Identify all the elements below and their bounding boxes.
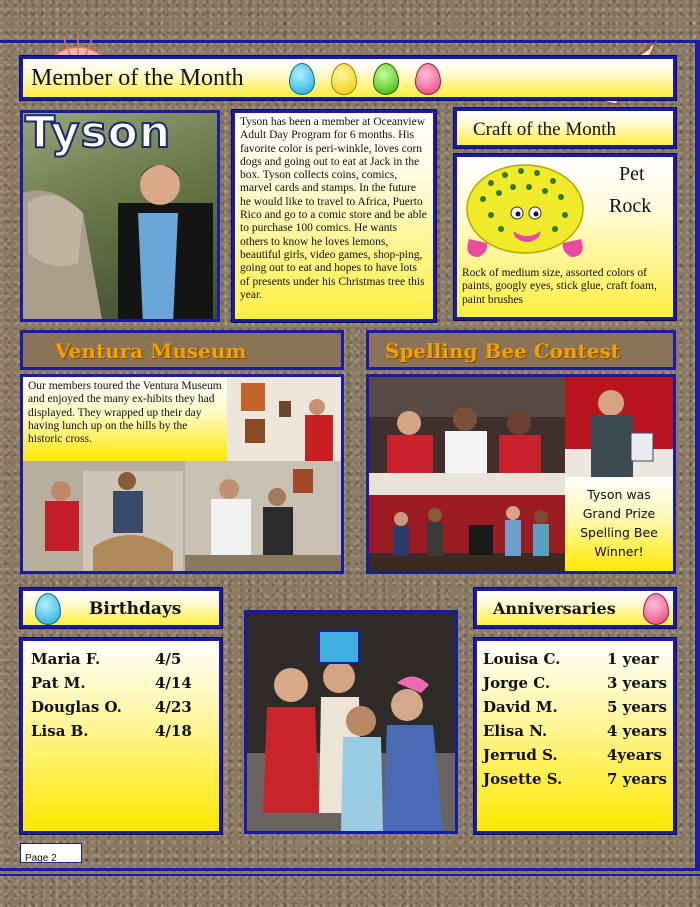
spelling-bee-caption-box xyxy=(565,477,673,571)
craft-name-line2: Rock xyxy=(609,195,652,217)
easter-egg-icon xyxy=(289,63,315,95)
header-banner xyxy=(20,56,676,100)
table-row xyxy=(483,695,667,719)
anniversary-years: 4 years xyxy=(607,722,667,740)
table-row xyxy=(31,647,192,671)
easter-egg-icon xyxy=(331,63,357,95)
group-photo xyxy=(244,610,458,834)
group-photo-illustration xyxy=(247,613,455,831)
spelling-bee-photo-stage xyxy=(369,495,565,571)
anniversaries-heading-box xyxy=(474,588,676,628)
museum-photo-exhibit-case xyxy=(23,461,185,571)
member-name-title: Tyson xyxy=(25,110,172,158)
museum-panel xyxy=(20,374,344,574)
craft-heading: Craft of the Month xyxy=(473,119,617,140)
tyson-photo xyxy=(20,110,220,322)
spelling-bee-panel xyxy=(366,374,676,574)
easter-egg-icon xyxy=(643,593,669,625)
birthday-date: 4/23 xyxy=(155,698,192,716)
table-row xyxy=(31,695,192,719)
birthdays-heading: Birthdays xyxy=(89,599,182,619)
anniversary-name: Josette S. xyxy=(483,770,563,788)
anniversary-years: 5 years xyxy=(607,698,667,716)
page-number-box xyxy=(20,843,82,863)
museum-photo-members xyxy=(185,461,341,571)
birthdays-panel xyxy=(20,638,222,834)
pet-rock-photo xyxy=(461,159,589,265)
museum-heading-box xyxy=(20,330,344,370)
bottom-rule-1 xyxy=(0,868,700,871)
birthday-name: Lisa B. xyxy=(31,722,89,740)
anniversaries-table xyxy=(483,647,667,791)
birthday-date: 4/5 xyxy=(155,650,182,668)
anniversaries-heading: Anniversaries xyxy=(493,599,616,618)
spelling-bee-photo-winner xyxy=(565,377,673,477)
member-bio-text: Tyson has been a member at Oceanview Adult Day Program for 6 months. His favorite color is peri-winkle, loves corn dogs and going out to eat at Jack in the box. Tyson collects coins, comics, marvel cards and stamps. In the future he would like to travel to Africa, Puerto Rico and go to a comic store and be able to purchase 100 comics. He wants others to know he loves lemons, beautiful girls, video games, shop-ping, going out to eat and hopes to have lots of presents under his Christmas tree this year. xyxy=(240,116,427,301)
anniversary-years: 7 years xyxy=(607,770,667,788)
anniversary-name: David M. xyxy=(483,698,558,716)
table-row xyxy=(483,767,667,791)
bottom-rule-2 xyxy=(0,874,700,876)
birthdays-heading-box xyxy=(20,588,222,628)
page-title: Member of the Month xyxy=(31,65,244,91)
birthday-name: Pat M. xyxy=(31,674,86,692)
birthday-name: Douglas O. xyxy=(31,698,122,716)
birthday-name: Maria F. xyxy=(31,650,101,668)
museum-text-box xyxy=(23,377,227,461)
craft-heading-box xyxy=(454,108,676,148)
easter-eggs-row xyxy=(289,63,457,95)
easter-egg-icon xyxy=(373,63,399,95)
table-row xyxy=(31,671,192,695)
anniversary-years: 4years xyxy=(607,746,662,764)
birthday-date: 4/18 xyxy=(155,722,192,740)
easter-egg-icon xyxy=(35,593,61,625)
birthdays-table xyxy=(31,647,192,743)
anniversary-name: Louisa C. xyxy=(483,650,561,668)
member-bio-panel xyxy=(232,110,436,322)
table-row xyxy=(483,647,667,671)
anniversary-name: Elisa N. xyxy=(483,722,548,740)
table-row xyxy=(483,743,667,767)
craft-name-line1: Pet xyxy=(619,163,645,185)
craft-panel xyxy=(454,154,676,320)
table-row xyxy=(31,719,192,743)
craft-description: Rock of medium size, assorted colors of paints, googly eyes, stick glue, craft foam, paint brushes xyxy=(462,267,657,306)
museum-text: Our members toured the Ventura Museum and enjoyed the many ex-hibits they had displayed. They wrapped up their day having lunch up on the hills by the historic cross. xyxy=(28,380,222,446)
anniversaries-panel xyxy=(474,638,676,834)
spelling-bee-heading: Spelling Bee Contest xyxy=(385,339,621,363)
spelling-bee-photo-judges xyxy=(369,377,565,495)
museum-heading: Ventura Museum xyxy=(55,339,247,363)
anniversary-years: 3 years xyxy=(607,674,667,692)
table-row xyxy=(483,671,667,695)
anniversary-name: Jerrud S. xyxy=(483,746,558,764)
right-border-bar xyxy=(695,40,700,870)
spelling-bee-heading-box xyxy=(366,330,676,370)
anniversary-name: Jorge C. xyxy=(483,674,551,692)
spelling-bee-caption: Tyson was Grand Prize Spelling Bee Winner! xyxy=(580,487,658,559)
page-number: Page 2 xyxy=(25,853,57,864)
table-row xyxy=(483,719,667,743)
easter-egg-icon xyxy=(415,63,441,95)
birthday-date: 4/14 xyxy=(155,674,192,692)
anniversary-years: 1 year xyxy=(607,650,659,668)
museum-photo-gallery-wall xyxy=(227,377,341,461)
